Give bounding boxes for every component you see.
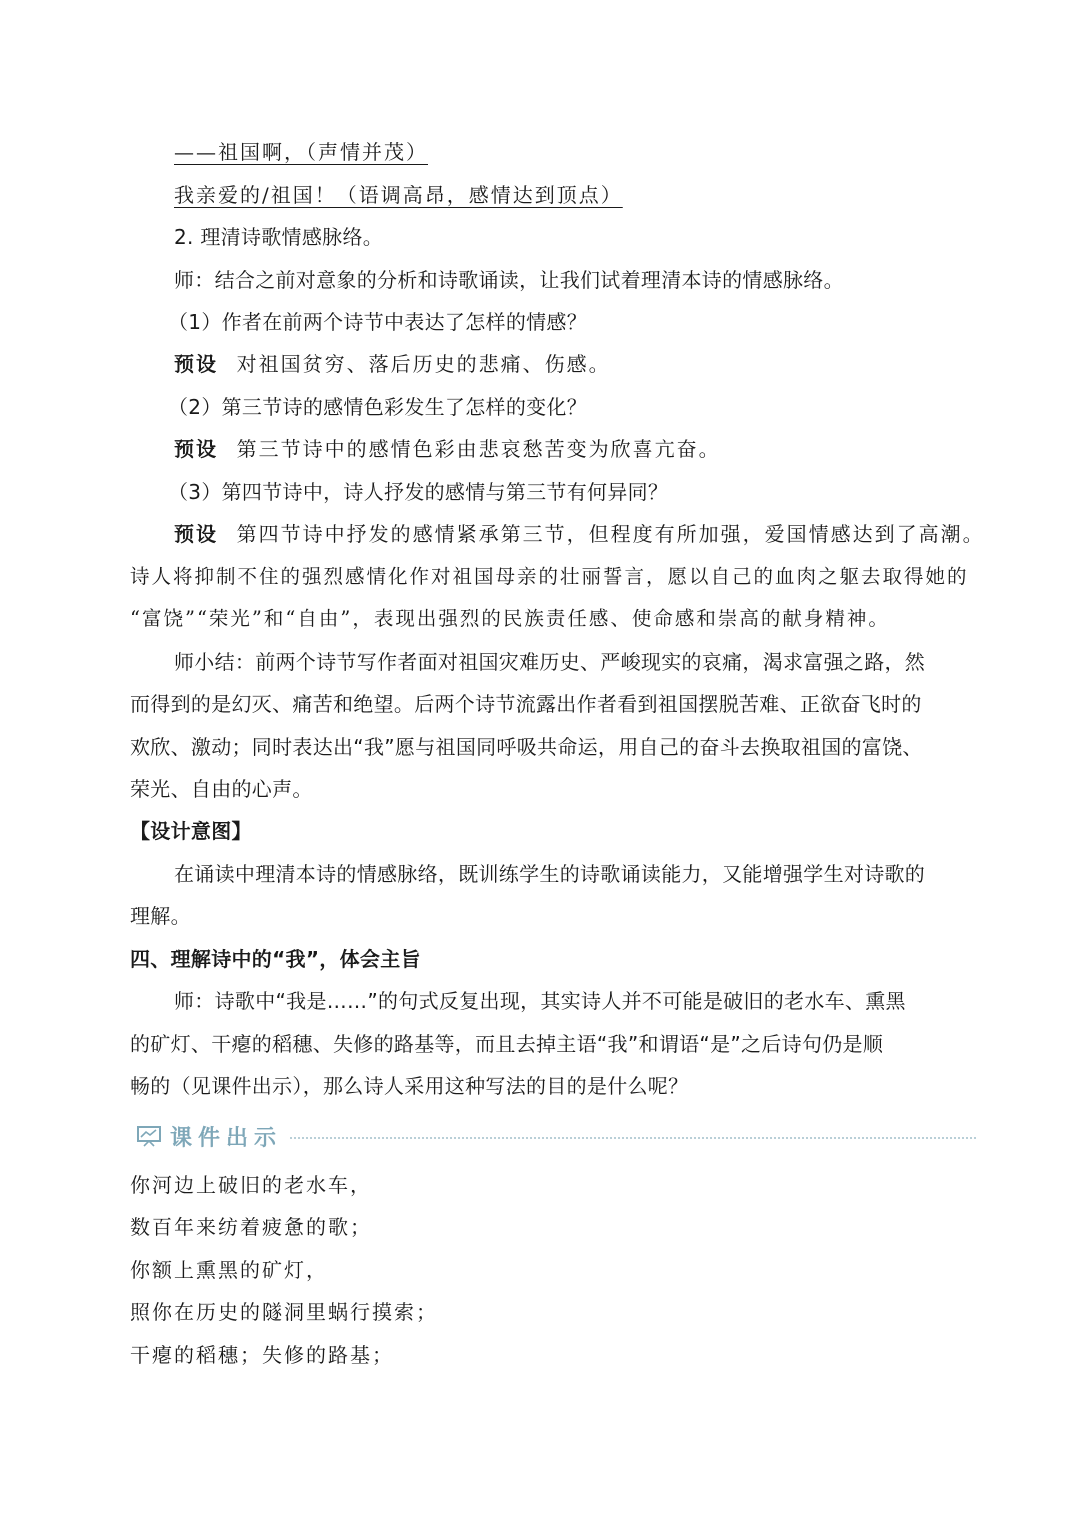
question-1: （1）作者在前两个诗节中表达了怎样的情感？ <box>168 310 588 334</box>
design-intent-line-1: 在诵读中理清本诗的情感脉络，既训练学生的诗歌诵读能力，又能增强学生对诗歌的 <box>174 862 926 886</box>
teacher-summary-line-2: 而得到的是幻灭、痛苦和绝望。后两个诗节流露出作者看到祖国摆脱苦难、正欲奋飞时的 <box>130 692 922 716</box>
dotted-divider <box>290 1137 976 1139</box>
answer-3-line-2: 诗人将抑制不住的强烈感情化作对祖国母亲的壮丽誓言，愿以自己的血肉之躯去取得她的 <box>130 565 969 588</box>
courseware-title: 课件出示 <box>170 1124 283 1151</box>
design-intent-heading: 【设计意图】 <box>130 819 252 843</box>
answer-1 <box>174 349 1024 379</box>
courseware-line: 干瘪的稻穗；失修的路基； <box>130 1343 394 1367</box>
answer-2 <box>174 434 1024 464</box>
courseware-line: 你河边上破旧的老水车， <box>130 1173 372 1197</box>
courseware-banner <box>136 1118 976 1154</box>
section-4-line-3: 畅的（见课件出示），那么诗人采用这种写法的目的是什么呢？ <box>130 1074 689 1098</box>
answer-1-text: 对祖国贫穷、落后历史的悲痛、伤感。 <box>236 352 611 376</box>
teacher-summary-line-3: 欢欣、激动；同时表达出“我”愿与祖国同呼吸共命运，用自己的奋斗去换取祖国的富饶、 <box>130 735 923 759</box>
preset-label: 预设 <box>174 352 218 376</box>
question-2: （2）第三节诗的感情色彩发生了怎样的变化？ <box>168 395 588 419</box>
design-intent-line-2: 理解。 <box>130 904 191 928</box>
question-3: （3）第四节诗中，诗人抒发的感情与第三节有何异同？ <box>168 480 669 504</box>
poem-line-text: 我亲爱的/祖国！（语调高昂，感情达到顶点） <box>174 183 623 207</box>
poem-line-prefix: ——祖国啊， <box>174 140 306 164</box>
teacher-summary-line-1: 师小结：前两个诗节写作者面对祖国灾难历史、严峻现实的哀痛，渴求富强之路，然 <box>174 650 926 674</box>
preset-label: 预设 <box>174 437 218 461</box>
teacher-intro: 师：结合之前对意象的分析和诗歌诵读，让我们试着理清本诗的情感脉络。 <box>174 268 844 292</box>
answer-3-line-1 <box>174 519 985 549</box>
section-2-heading: 2. 理清诗歌情感脉络。 <box>174 225 384 249</box>
answer-2-text: 第三节诗中的感情色彩由悲哀愁苦变为欣喜亢奋。 <box>236 437 721 461</box>
presentation-screen-icon <box>136 1124 162 1148</box>
courseware-line: 数百年来纺着疲惫的歌； <box>130 1215 372 1239</box>
answer-3-line-3: “富饶”“荣光”和“自由”，表现出强烈的民族责任感、使命感和崇高的献身精神。 <box>130 607 890 630</box>
teacher-summary-line-4: 荣光、自由的心声。 <box>130 777 313 801</box>
poem-reading-line-1 <box>174 137 1024 167</box>
preset-label: 预设 <box>174 522 218 546</box>
courseware-line: 照你在历史的隧洞里蜗行摸索； <box>130 1300 438 1324</box>
section-4-line-2: 的矿灯、干瘪的稻穗、失修的路基等，而且去掉主语“我”和谓语“是”之后诗句仍是顺 <box>130 1032 884 1056</box>
poem-reading-line-2 <box>174 180 1024 210</box>
courseware-line: 你额上熏黑的矿灯， <box>130 1258 328 1282</box>
answer-3-text: 第四节诗中抒发的感情紧承第三节，但程度有所加强，爱国情感达到了高潮。 <box>236 522 985 546</box>
section-4-heading: 四、理解诗中的“我”，体会主旨 <box>130 947 421 971</box>
reading-note: （声情并茂） <box>306 140 428 164</box>
section-4-line-1: 师：诗歌中“我是……”的句式反复出现，其实诗人并不可能是破旧的老水车、熏黑 <box>174 989 906 1013</box>
